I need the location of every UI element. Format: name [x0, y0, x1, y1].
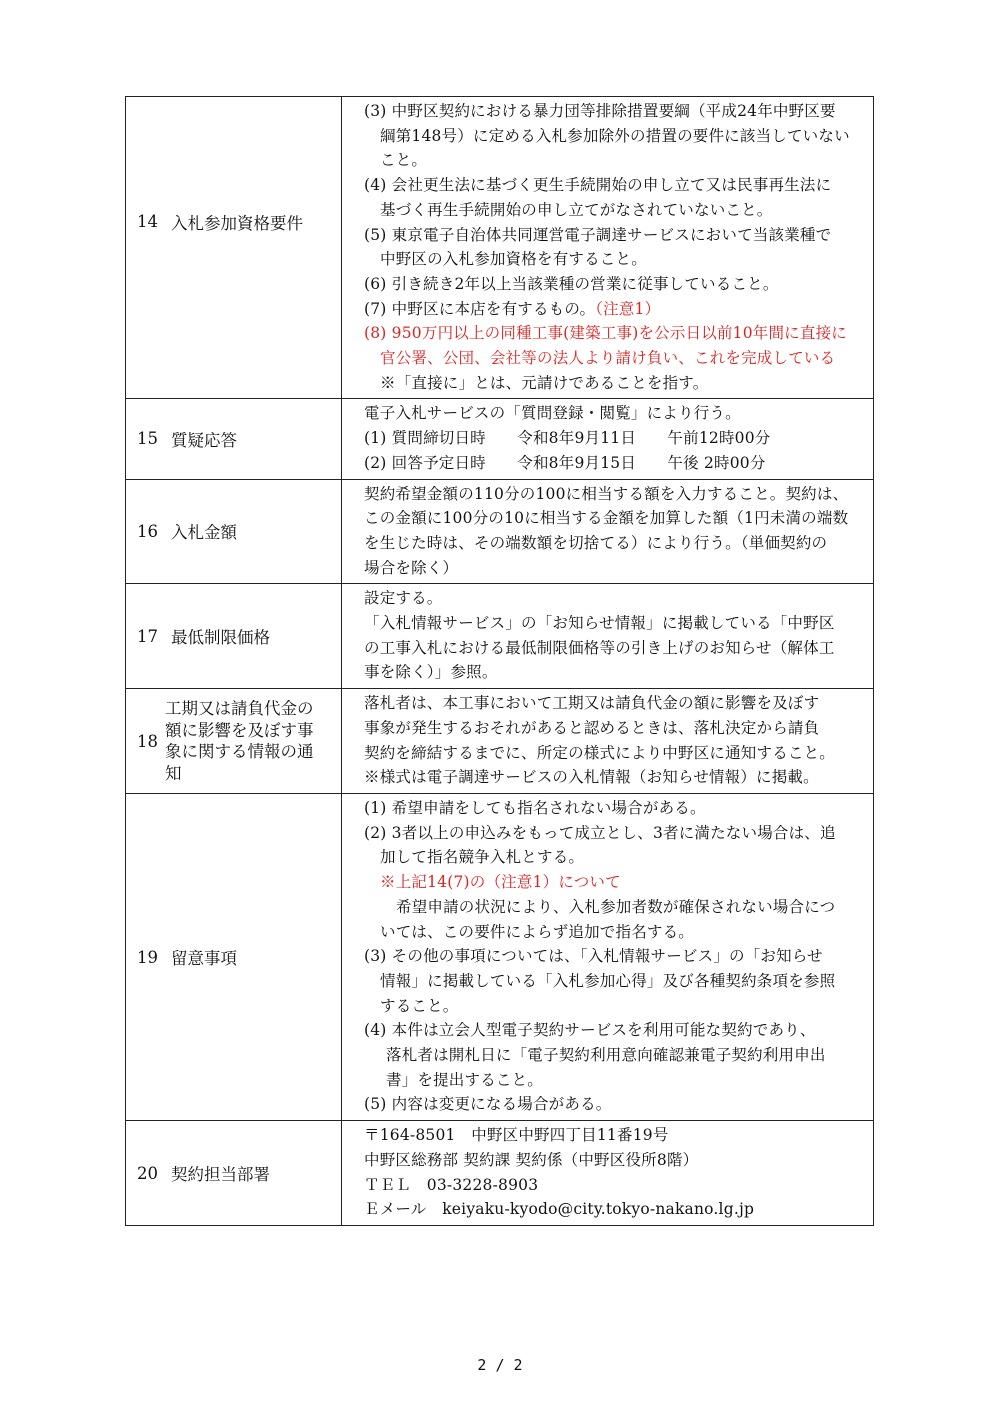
row-title [165, 698, 327, 784]
row-content-cell [342, 97, 874, 399]
row-title: 質疑応答 [171, 430, 237, 450]
row-title: 入札参加資格要件 [171, 213, 303, 233]
table-row [126, 1121, 874, 1226]
row-title: 契約担当部署 [171, 1165, 270, 1185]
text-line [364, 297, 869, 322]
row-number: 16 [137, 521, 158, 541]
text-line: いては、この要件によらず追加で指名する。 [380, 922, 695, 941]
text-line: 落札者は、本工事において工期又は請負代金の額に影響を及ぼす [364, 694, 820, 713]
postal-address: 〒164-8501 中野区中野四丁目11番19号 [364, 1126, 669, 1145]
row-number: 15 [137, 429, 158, 449]
text-line: 「入札情報サービス」の「お知らせ情報」に掲載している「中野区 [364, 614, 835, 633]
row-title-line: 象に関する情報の通 [165, 742, 314, 762]
text-line: (6) 引き続き2年以上当該業種の営業に従事していること。 [364, 274, 779, 293]
page-number: 2 / 2 [477, 1356, 523, 1374]
department: 中野区総務部 契約課 契約係（中野区役所8階） [364, 1150, 699, 1169]
row-title: 入札金額 [171, 523, 237, 543]
text-line: (1) 希望申請をしても指名されない場合がある。 [364, 798, 706, 817]
row-label-cell [126, 1121, 342, 1226]
text-line-red: 官公署、公団、会社等の法人より請け負い、これを完成している [380, 349, 836, 368]
row-content-cell [342, 793, 874, 1120]
text-line: この金額に100分の10に相当する金額を加算した額（1円未満の端数 [364, 509, 849, 528]
text-line: 事象が発生するおそれがあると認めるときは、落札決定から請負 [364, 718, 820, 737]
text-line: 情報」に掲載している「入札参加心得」及び各種契約条項を参照 [380, 971, 836, 990]
text-line: (5) 東京電子自治体共同運営電子調達サービスにおいて当該業種で [364, 225, 832, 244]
row-number: 20 [137, 1163, 158, 1183]
table-row [126, 97, 874, 399]
row-number: 17 [137, 626, 158, 646]
text-line: 事を除く）」参照。 [364, 663, 498, 682]
row-content-cell [342, 689, 874, 794]
text-line: の工事入札における最低制限価格等の引き上げのお知らせ（解体工 [364, 638, 835, 657]
table-row [126, 479, 874, 584]
row-label-cell [126, 793, 342, 1120]
text-segment: (7) 中野区に本店を有するもの。 [364, 299, 596, 318]
row-content-cell [342, 479, 874, 584]
text-line: 契約を締結するまでに、所定の様式により中野区に通知すること。 [364, 743, 836, 762]
text-line: (3) その他の事項については、「入札情報サービス」の「お知らせ [364, 947, 823, 966]
note-marker: （注意1） [595, 299, 661, 318]
text-line: (1) 質問締切日時 令和8年9月11日 午前12時00分 [364, 429, 771, 448]
text-line: (2) 3者以上の申込みをもって成立とし、3者に満たない場合は、追 [364, 823, 836, 842]
text-line: (4) 本件は立会人型電子契約サービスを利用可能な契約であり、 [364, 1021, 816, 1040]
text-line: (3) 中野区契約における暴力団等排除措置要綱（平成24年中野区要 [364, 102, 836, 120]
row-number: 18 [137, 731, 158, 751]
text-line: 書」を提出すること。 [386, 1070, 544, 1089]
text-line: 加して指名競争入札とする。 [380, 848, 585, 867]
row-label-cell [126, 479, 342, 584]
text-line: 落札者は開札日に「電子契約利用意向確認兼電子契約利用申出 [386, 1046, 826, 1065]
table-row [126, 793, 874, 1120]
row-title: 最低制限価格 [171, 628, 270, 648]
text-line: 綱第148号）に定める入札参加除外の措置の要件に該当していない [380, 126, 850, 145]
row-label-cell [126, 399, 342, 479]
text-line: 電子入札サービスの「質問登録・閲覧」により行う。 [364, 404, 741, 423]
row-title-line: 額に影響を及ぼす事 [165, 720, 314, 740]
text-line: 中野区の入札参加資格を有すること。 [380, 250, 647, 269]
row-content-cell [342, 399, 874, 479]
text-line: 契約希望金額の110分の100に相当する額を入力すること。契約は、 [364, 484, 849, 503]
row-label-cell [126, 97, 342, 399]
requirements-table [125, 96, 874, 1226]
text-line: ※様式は電子調達サービスの入札情報（お知らせ情報）に掲載。 [364, 768, 819, 787]
row-content-cell [342, 1121, 874, 1226]
table-row [126, 584, 874, 689]
text-line: (5) 内容は変更になる場合がある。 [364, 1095, 612, 1114]
row-number: 14 [137, 212, 158, 232]
row-label-cell [126, 584, 342, 689]
table-row [126, 399, 874, 479]
text-line: 設定する。 [364, 589, 443, 608]
text-line: こと。 [380, 151, 428, 170]
text-line: 希望申請の状況により、入札参加者数が確保されない場合につ [396, 897, 836, 916]
email-address: Ｅメール keiyaku-kyodo@city.tokyo-nakano.lg.jp [364, 1200, 755, 1219]
text-line-red: ※上記14(7)の（注意1）について [380, 873, 621, 892]
row-title-line: 工期又は請負代金の [165, 699, 314, 719]
text-line: (2) 回答予定日時 令和8年9月15日 午後 2時00分 [364, 453, 766, 472]
text-line: (4) 会社更生法に基づく更生手続開始の申し立て又は民事再生法に [364, 176, 832, 195]
text-line: 基づく再生手続開始の申し立てがなされていないこと。 [380, 200, 773, 219]
text-line: すること。 [380, 996, 459, 1015]
phone-number: ＴＥＬ 03-3228-8903 [364, 1175, 539, 1194]
text-line: ※「直接に」とは、元請けであることを指す。 [380, 373, 709, 392]
table-row [126, 689, 874, 794]
row-number: 19 [137, 947, 158, 967]
text-line-red: (8) 950万円以上の同種工事(建築工事)を公示日以前10年間に直接に [364, 324, 847, 343]
row-title: 留意事項 [171, 949, 237, 969]
text-line: 場合を除く） [364, 558, 459, 577]
row-content-cell [342, 584, 874, 689]
row-title-line: 知 [165, 763, 182, 783]
row-label-cell [126, 689, 342, 794]
text-line: を生じた時は、その端数額を切捨てる）により行う。（単価契約の [364, 533, 828, 552]
